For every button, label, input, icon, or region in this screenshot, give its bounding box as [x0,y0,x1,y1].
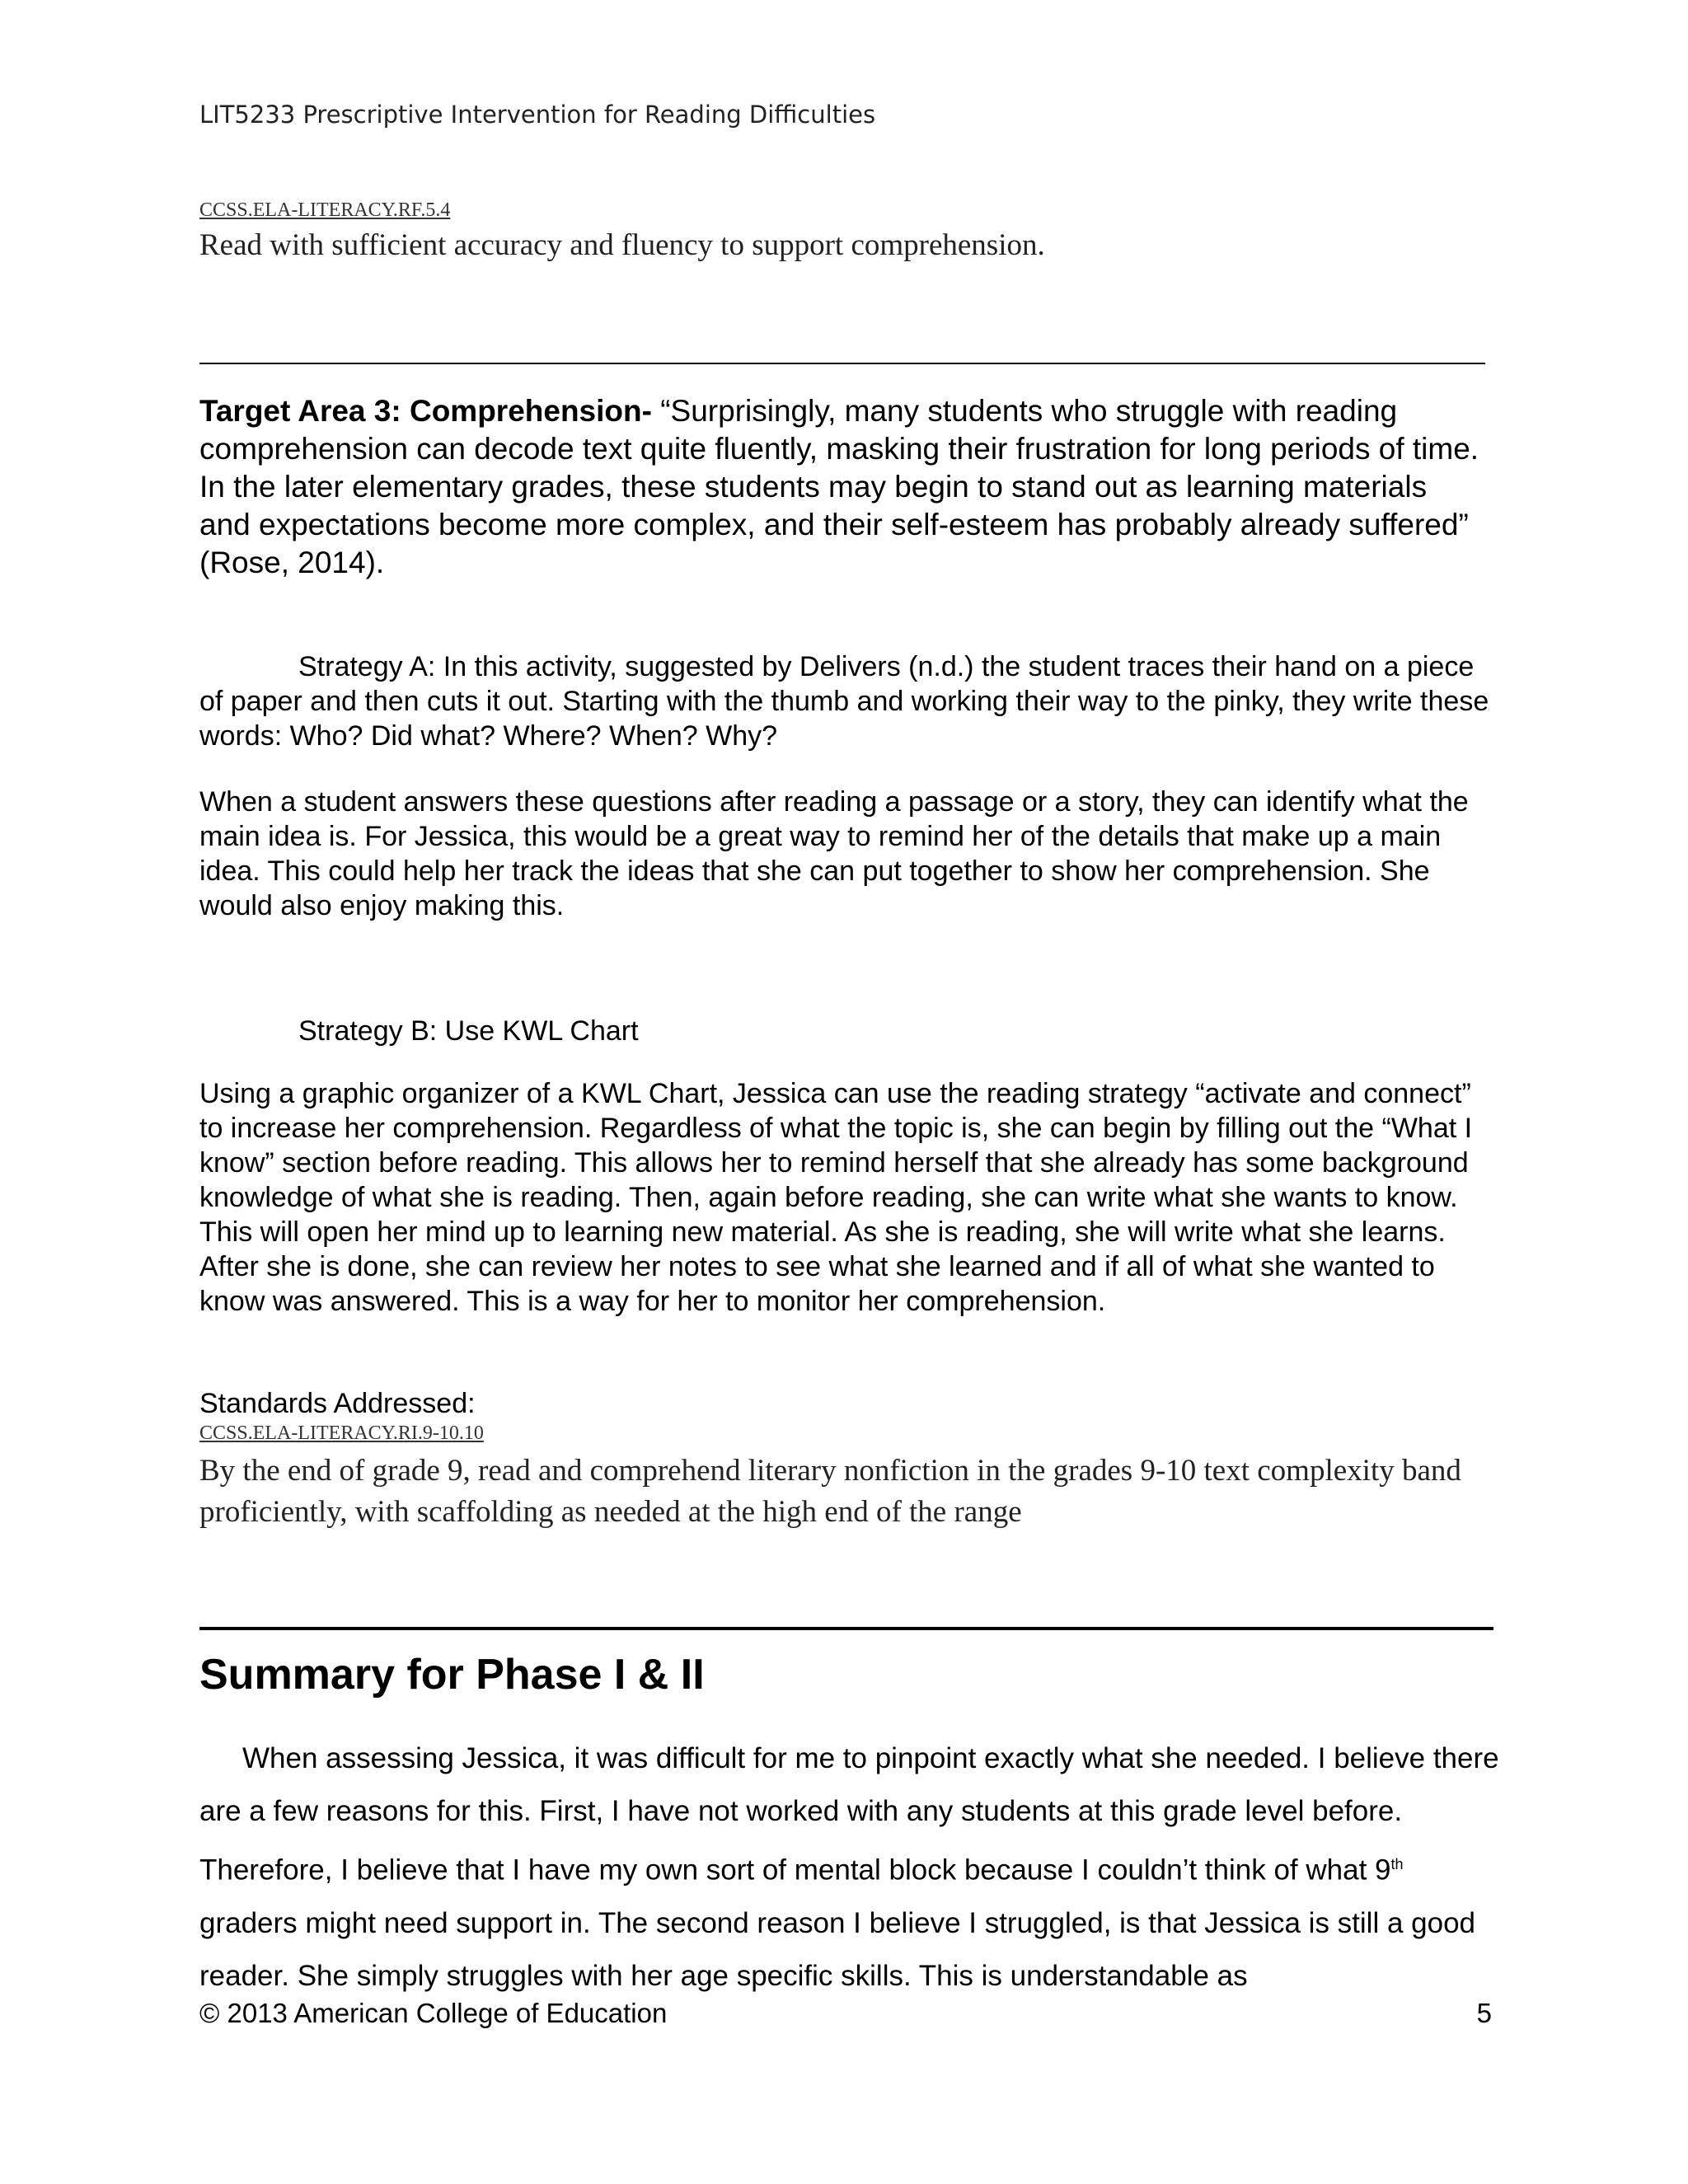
standards-addressed-label: Standards Addressed: [199,1388,476,1419]
strategy-a-intro: Strategy A: In this activity, suggested by Delivers (n.d.) the student traces their hand on a piece of paper and then cuts it out. Starting with the thumb and working their way to the pinky, they write these words: Who? Did what? Where? When? Why? [199,651,1489,752]
footer-copyright: © 2013 American College of Education [199,1998,668,2028]
standard-code-link[interactable]: CCSS.ELA-LITERACY.RF.5.4 [199,199,451,221]
strategy-b-title: Strategy B: Use KWL Chart [298,1015,639,1047]
ordinal-superscript: th [1390,1856,1404,1872]
section-divider [199,363,1485,364]
page-number: 5 [1476,1998,1492,2028]
target-area-paragraph [199,392,1485,582]
standard-text-2: By the end of grade 9, read and comprehend literary nonfiction in the grades 9-10 text complexity band proficiently, with scaffolding as needed at the high end of the range [199,1454,1461,1529]
summary-heading: Summary for Phase I & II [199,1651,705,1699]
target-area-quote: “Surprisingly, many students who struggle with reading comprehension can decode text quite fluently, masking their frustration for long periods of time. In the later elementary grades, these students may begin to stand out as learning materials and expectations become more complex, and their self-esteem has probably already suffered” (Rose, 2014). [199,394,1479,579]
strategy-a-explanation: When a student answers these questions after reading a passage or a story, they can identify what the main idea is. For Jessica, this would be a great way to remind her of the details that make up a main idea. This could help her track the ideas that she can put together to show her comprehension. She would also enjoy making this. [199,786,1469,921]
summary-text-part-2: graders might need support in. The second reason I believe I struggled, is that Jessica is still a good reader. She simply struggles with her age specific skills. This is understandable as [199,1906,1475,1992]
target-area-label: Target Area 3: Comprehension- [199,394,652,428]
standard-text: Read with sufficient accuracy and fluency to support comprehension. [199,228,1045,262]
standard-code-link-2[interactable]: CCSS.ELA-LITERACY.RI.9-10.10 [199,1422,484,1444]
summary-divider [199,1627,1493,1630]
summary-paragraph [199,1732,1502,2003]
running-header: LIT5233 Prescriptive Intervention for Reading Difficulties [199,101,876,129]
strategy-b-explanation: Using a graphic organizer of a KWL Chart, Jessica can use the reading strategy “activate and connect” to increase her comprehension. Regardless of what the topic is, she can begin by filling out the “What I know” section before reading. This allows her to remind herself that she already has some background knowledge of what she is reading. Then, again before reading, she can write what she wants to know. This will open her mind up to learning new material. As she is reading, she will write what she learns. After she is done, she can review her notes to see what she learned and if all of what she wanted to know was answered. This is a way for her to monitor her comprehension. [199,1078,1473,1317]
summary-text-part-1: When assessing Jessica, it was difficult for me to pinpoint exactly what she needed. I believe there are a few reasons for this. First, I have not worked with any students at this grade level before. Therefore, I believe that I have my own sort of mental block because I couldn’t think of what 9 [199,1742,1499,1886]
